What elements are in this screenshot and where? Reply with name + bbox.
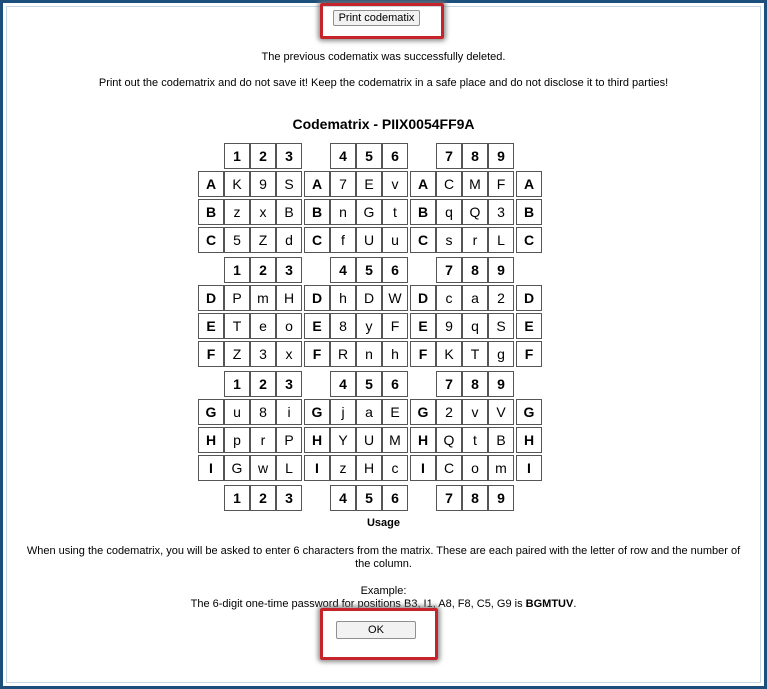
print-codematrix-button[interactable]: Print codematix <box>333 10 420 26</box>
column-number-header: 4 <box>330 485 356 511</box>
column-number-header: 1 <box>224 485 250 511</box>
matrix-cell: 2 <box>488 285 514 311</box>
matrix-cell: x <box>276 341 302 367</box>
matrix-cell: v <box>382 171 408 197</box>
matrix-cell: S <box>276 171 302 197</box>
matrix-cell: Z <box>224 341 250 367</box>
matrix-cell: o <box>462 455 488 481</box>
matrix-cell: U <box>356 227 382 253</box>
matrix-cell: y <box>356 313 382 339</box>
row-label: I <box>410 455 436 481</box>
matrix-cell: M <box>462 171 488 197</box>
column-number-header: 2 <box>250 143 276 169</box>
matrix-cell: i <box>276 399 302 425</box>
row-label: A <box>304 171 330 197</box>
matrix-cell: 8 <box>250 399 276 425</box>
column-number-header: 7 <box>436 485 462 511</box>
row-label: C <box>304 227 330 253</box>
matrix-cell: s <box>436 227 462 253</box>
instruction-message: Print out the codematrix and do not save it! Keep the codematrix in a safe place and do not disclose it to third parties! <box>98 77 669 89</box>
example-prefix: The 6-digit one-time password for positions B3, I1, A8, F8, C5, G9 is <box>190 598 526 610</box>
row-label: C <box>198 227 224 253</box>
matrix-cell: 8 <box>330 313 356 339</box>
column-number-header: 9 <box>488 143 514 169</box>
matrix-cell: L <box>488 227 514 253</box>
column-number-header: 2 <box>250 257 276 283</box>
row-label: F <box>304 341 330 367</box>
matrix-cell: H <box>356 455 382 481</box>
matrix-cell: m <box>250 285 276 311</box>
row-label: D <box>410 285 436 311</box>
matrix-cell: B <box>488 427 514 453</box>
matrix-cell: P <box>224 285 250 311</box>
row-label: F <box>198 341 224 367</box>
matrix-cell: x <box>250 199 276 225</box>
matrix-cell: Q <box>462 199 488 225</box>
matrix-cell: u <box>224 399 250 425</box>
row-label: B <box>410 199 436 225</box>
deleted-message: The previous codematix was successfully deleted. <box>261 51 506 63</box>
row-label: E <box>198 313 224 339</box>
matrix-cell: F <box>488 171 514 197</box>
matrix-cell: K <box>224 171 250 197</box>
usage-text: When using the codematrix, you will be asked to enter 6 characters from the matrix. These are each paired with the letter of row and the number of the column. <box>26 545 741 570</box>
row-label: I <box>304 455 330 481</box>
ok-button[interactable]: OK <box>336 621 416 639</box>
matrix-cell: W <box>382 285 408 311</box>
matrix-cell: L <box>276 455 302 481</box>
matrix-cell: E <box>382 399 408 425</box>
row-label: A <box>516 171 542 197</box>
row-label: E <box>410 313 436 339</box>
matrix-cell: C <box>436 455 462 481</box>
matrix-cell: K <box>436 341 462 367</box>
row-label: I <box>198 455 224 481</box>
column-number-header: 8 <box>462 257 488 283</box>
usage-title: Usage <box>366 517 401 529</box>
matrix-cell: H <box>276 285 302 311</box>
column-number-header: 2 <box>250 485 276 511</box>
matrix-cell: f <box>330 227 356 253</box>
row-label: G <box>304 399 330 425</box>
column-number-header: 7 <box>436 143 462 169</box>
matrix-cell: d <box>276 227 302 253</box>
matrix-cell: S <box>488 313 514 339</box>
matrix-cell: C <box>436 171 462 197</box>
matrix-cell: c <box>436 285 462 311</box>
matrix-cell: Q <box>436 427 462 453</box>
column-number-header: 1 <box>224 371 250 397</box>
matrix-cell: 2 <box>436 399 462 425</box>
column-number-header: 1 <box>224 143 250 169</box>
matrix-cell: p <box>224 427 250 453</box>
matrix-cell: T <box>462 341 488 367</box>
matrix-cell: T <box>224 313 250 339</box>
matrix-cell: v <box>462 399 488 425</box>
matrix-cell: P <box>276 427 302 453</box>
matrix-cell: F <box>382 313 408 339</box>
matrix-cell: q <box>436 199 462 225</box>
row-label: E <box>516 313 542 339</box>
matrix-cell: 9 <box>436 313 462 339</box>
matrix-cell: a <box>356 399 382 425</box>
column-number-header: 3 <box>276 143 302 169</box>
matrix-cell: a <box>462 285 488 311</box>
matrix-cell: G <box>356 199 382 225</box>
column-number-header: 9 <box>488 371 514 397</box>
matrix-cell: E <box>356 171 382 197</box>
row-label: B <box>304 199 330 225</box>
row-label: G <box>516 399 542 425</box>
column-number-header: 8 <box>462 485 488 511</box>
column-number-header: 5 <box>356 143 382 169</box>
column-number-header: 3 <box>276 257 302 283</box>
matrix-cell: o <box>276 313 302 339</box>
matrix-cell: G <box>224 455 250 481</box>
matrix-cell: w <box>250 455 276 481</box>
row-label: H <box>516 427 542 453</box>
example-code: BGMTUV <box>525 598 574 610</box>
example-label: Example: <box>360 585 407 597</box>
column-number-header: 3 <box>276 485 302 511</box>
matrix-cell: n <box>330 199 356 225</box>
row-label: I <box>516 455 542 481</box>
row-label: C <box>516 227 542 253</box>
column-number-header: 5 <box>356 485 382 511</box>
matrix-cell: z <box>330 455 356 481</box>
matrix-cell: 3 <box>488 199 514 225</box>
row-label: B <box>198 199 224 225</box>
matrix-cell: D <box>356 285 382 311</box>
matrix-cell: V <box>488 399 514 425</box>
matrix-cell: M <box>382 427 408 453</box>
row-label: G <box>410 399 436 425</box>
matrix-cell: c <box>382 455 408 481</box>
matrix-cell: q <box>462 313 488 339</box>
matrix-cell: e <box>250 313 276 339</box>
row-label: F <box>410 341 436 367</box>
matrix-cell: u <box>382 227 408 253</box>
matrix-cell: r <box>462 227 488 253</box>
column-number-header: 4 <box>330 143 356 169</box>
column-number-header: 6 <box>382 485 408 511</box>
example-suffix: . <box>573 598 577 610</box>
matrix-cell: g <box>488 341 514 367</box>
column-number-header: 8 <box>462 371 488 397</box>
matrix-cell: 3 <box>250 341 276 367</box>
row-label: A <box>198 171 224 197</box>
matrix-cell: 5 <box>224 227 250 253</box>
matrix-cell: t <box>382 199 408 225</box>
column-number-header: 8 <box>462 143 488 169</box>
row-label: C <box>410 227 436 253</box>
column-number-header: 5 <box>356 371 382 397</box>
column-number-header: 6 <box>382 143 408 169</box>
row-label: B <box>516 199 542 225</box>
row-label: H <box>410 427 436 453</box>
row-label: D <box>516 285 542 311</box>
matrix-cell: Y <box>330 427 356 453</box>
matrix-cell: h <box>382 341 408 367</box>
row-label: F <box>516 341 542 367</box>
row-label: D <box>198 285 224 311</box>
matrix-cell: n <box>356 341 382 367</box>
row-label: G <box>198 399 224 425</box>
column-number-header: 9 <box>488 485 514 511</box>
row-label: H <box>304 427 330 453</box>
matrix-cell: z <box>224 199 250 225</box>
column-number-header: 4 <box>330 257 356 283</box>
row-label: D <box>304 285 330 311</box>
column-number-header: 4 <box>330 371 356 397</box>
column-number-header: 7 <box>436 257 462 283</box>
matrix-cell: r <box>250 427 276 453</box>
matrix-cell: t <box>462 427 488 453</box>
matrix-title: Codematrix - PIIX0054FF9A <box>292 116 475 132</box>
column-number-header: 5 <box>356 257 382 283</box>
column-number-header: 6 <box>382 371 408 397</box>
row-label: E <box>304 313 330 339</box>
matrix-cell: 9 <box>250 171 276 197</box>
column-number-header: 1 <box>224 257 250 283</box>
matrix-cell: h <box>330 285 356 311</box>
matrix-cell: m <box>488 455 514 481</box>
matrix-cell: R <box>330 341 356 367</box>
matrix-cell: 7 <box>330 171 356 197</box>
matrix-cell: Z <box>250 227 276 253</box>
matrix-cell: j <box>330 399 356 425</box>
row-label: H <box>198 427 224 453</box>
matrix-cell: U <box>356 427 382 453</box>
matrix-cell: B <box>276 199 302 225</box>
column-number-header: 9 <box>488 257 514 283</box>
column-number-header: 7 <box>436 371 462 397</box>
column-number-header: 6 <box>382 257 408 283</box>
column-number-header: 3 <box>276 371 302 397</box>
row-label: A <box>410 171 436 197</box>
column-number-header: 2 <box>250 371 276 397</box>
